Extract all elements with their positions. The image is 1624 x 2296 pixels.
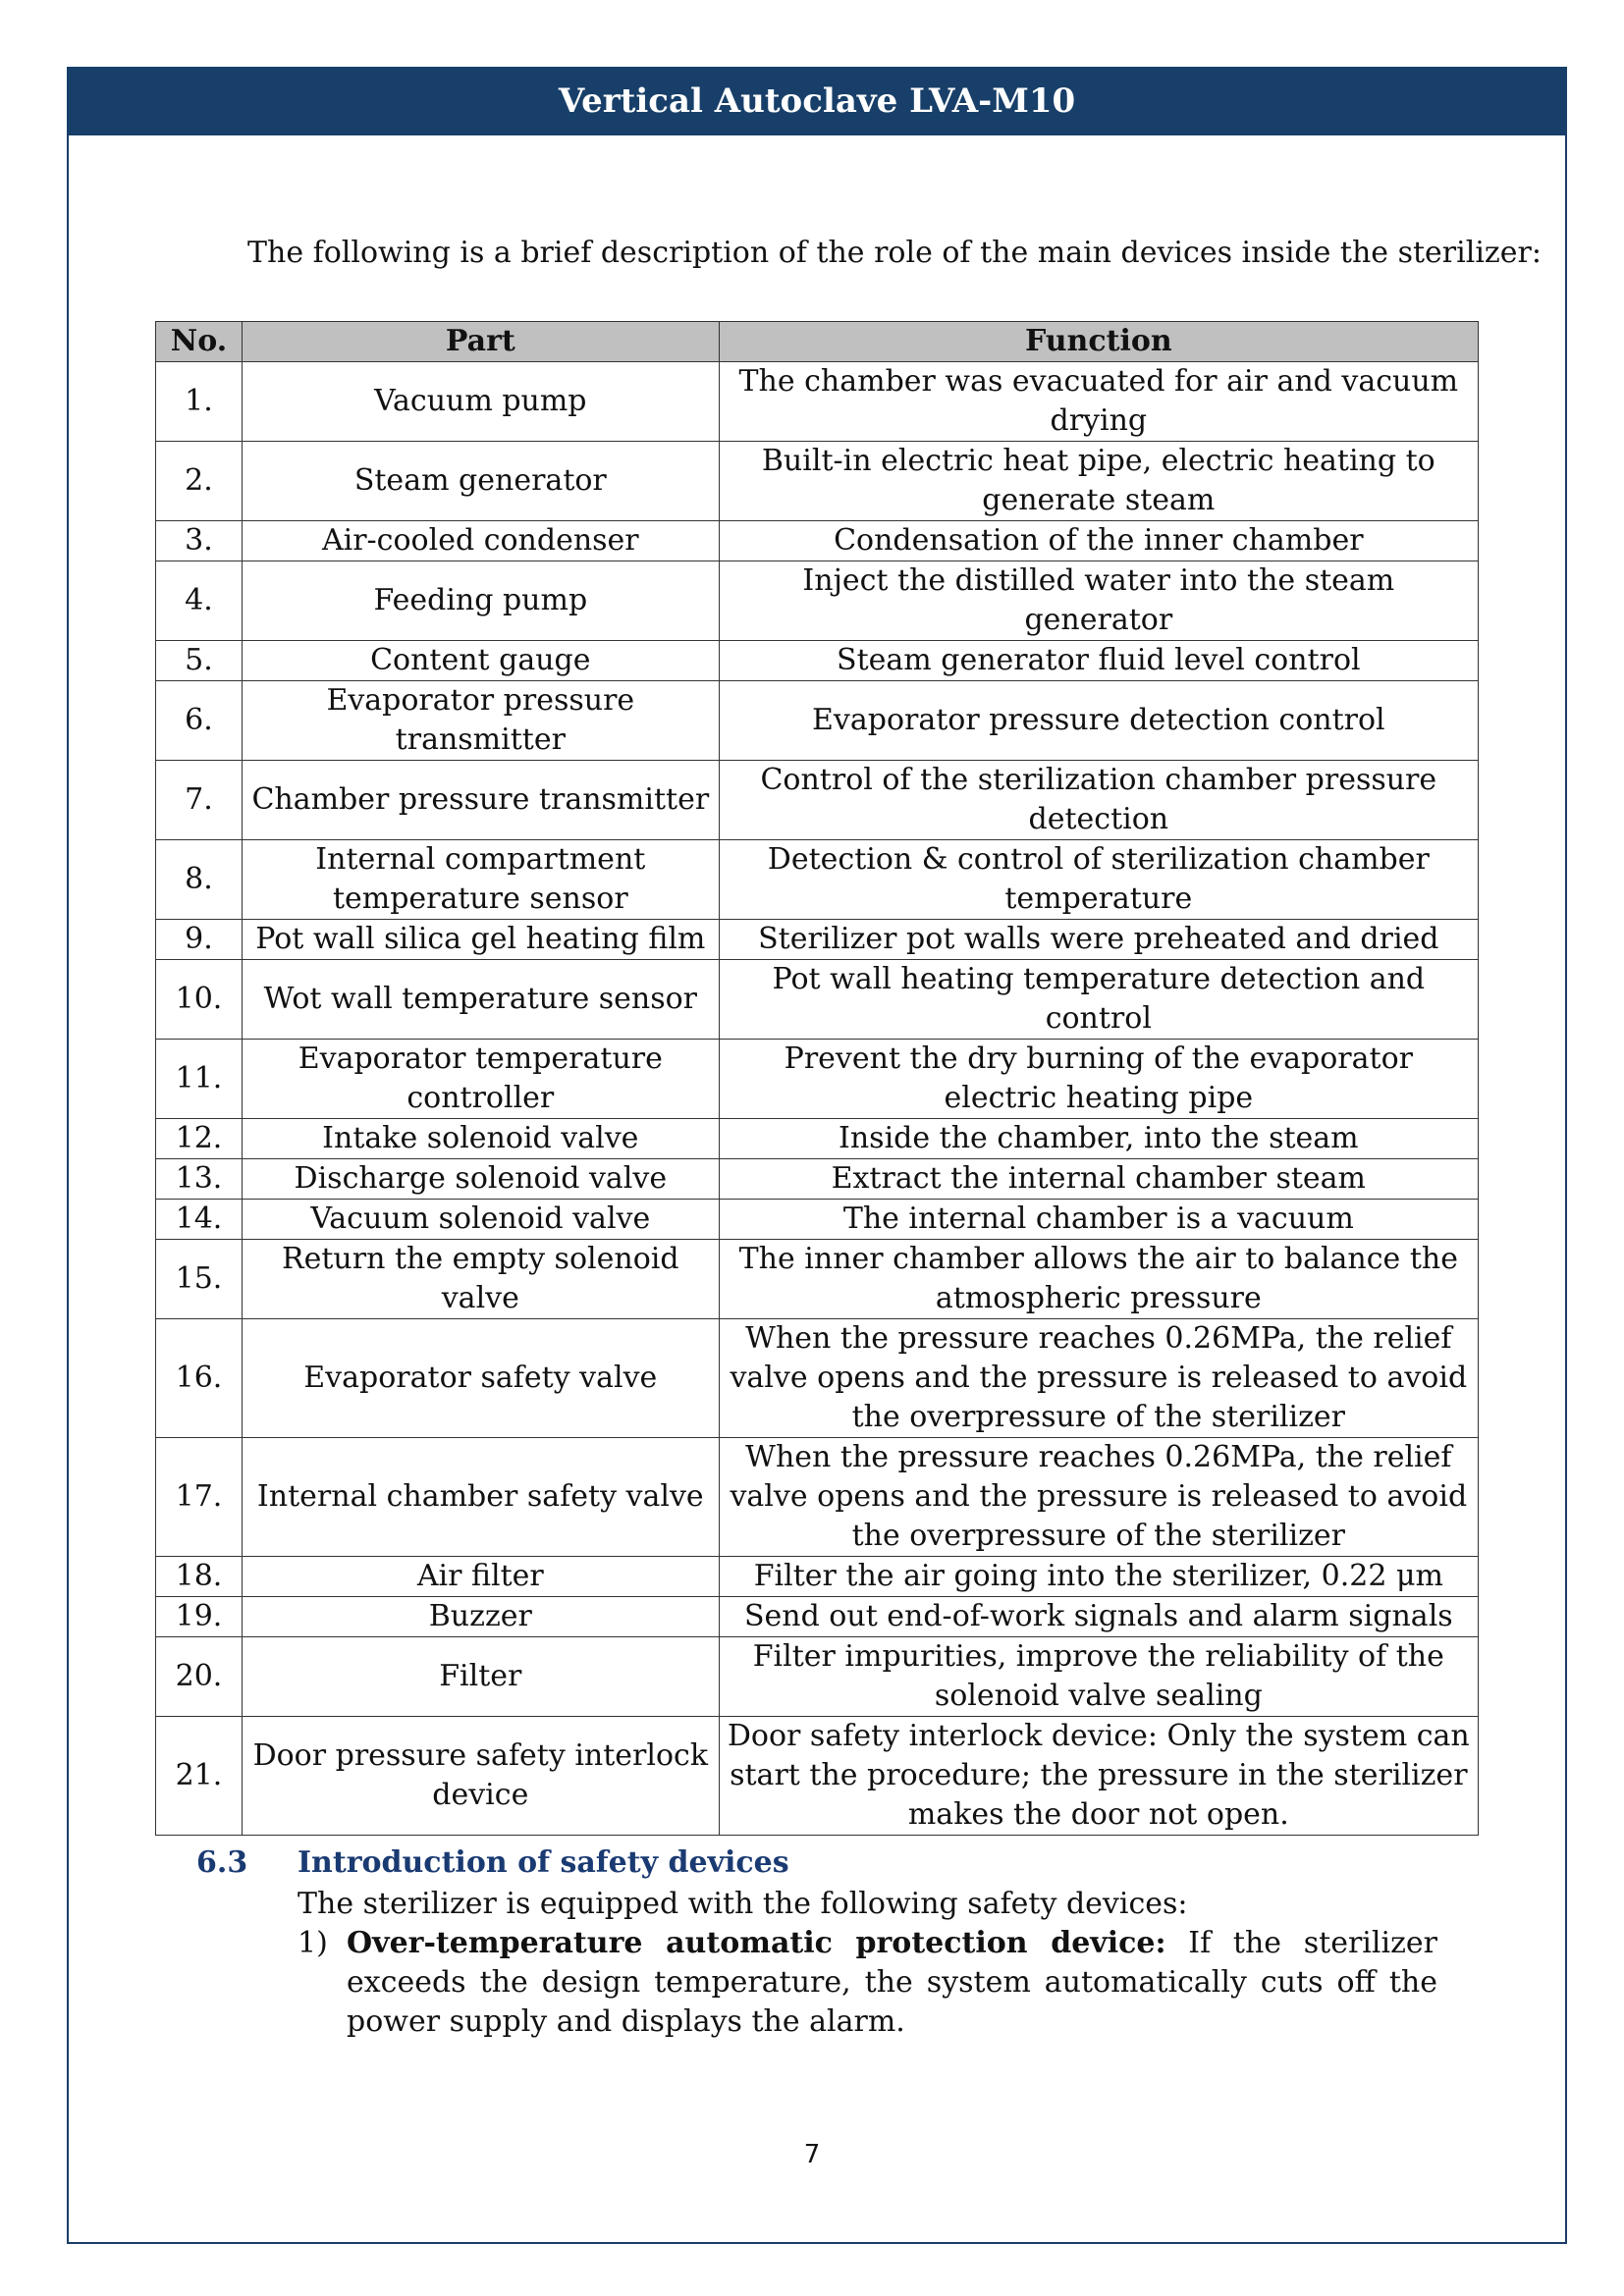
table-row <box>156 1637 1479 1717</box>
table-row <box>156 641 1479 681</box>
column-header-no: No. <box>156 322 243 362</box>
cell-function: Evaporator pressure detection control <box>719 681 1478 761</box>
cell-function: Pot wall heating temperature detection and control <box>719 960 1478 1040</box>
cell-part: Internal chamber safety valve <box>242 1438 719 1557</box>
cell-part: Discharge solenoid valve <box>242 1159 719 1200</box>
cell-function: Detection & control of sterilization chamber temperature <box>719 840 1478 920</box>
cell-function: Built-in electric heat pipe, electric heating to generate steam <box>719 442 1478 521</box>
list-item-number: 1) <box>298 1926 328 1960</box>
table-row <box>156 362 1479 442</box>
cell-no: 20. <box>156 1637 243 1717</box>
table-row <box>156 1159 1479 1200</box>
cell-part: Vacuum pump <box>242 362 719 442</box>
cell-no: 6. <box>156 681 243 761</box>
table-row <box>156 960 1479 1040</box>
cell-part: Filter <box>242 1637 719 1717</box>
table-row <box>156 1717 1479 1836</box>
cell-no: 9. <box>156 920 243 960</box>
list-item-text <box>347 1924 1437 2042</box>
section-number: 6.3 <box>196 1845 248 1880</box>
table-row <box>156 681 1479 761</box>
cell-function: When the pressure reaches 0.26MPa, the relief valve opens and the pressure is released to avoid the overpressure of the sterilizer <box>719 1319 1478 1438</box>
cell-function: Inject the distilled water into the steam generator <box>719 561 1478 641</box>
cell-function: The inner chamber allows the air to balance the atmospheric pressure <box>719 1240 1478 1319</box>
cell-part: Air filter <box>242 1557 719 1597</box>
cell-no: 19. <box>156 1597 243 1637</box>
cell-function: Send out end-of-work signals and alarm signals <box>719 1597 1478 1637</box>
cell-function: When the pressure reaches 0.26MPa, the relief valve opens and the pressure is released to avoid the overpressure of the sterilizer <box>719 1438 1478 1557</box>
cell-part: Wot wall temperature sensor <box>242 960 719 1040</box>
cell-function: Filter the air going into the sterilizer, 0.22 μm <box>719 1557 1478 1597</box>
cell-function: Prevent the dry burning of the evaporator electric heating pipe <box>719 1040 1478 1119</box>
document-title: Vertical Autoclave LVA-M10 <box>558 81 1076 121</box>
table-row <box>156 1319 1479 1438</box>
section-heading <box>196 1845 1437 1885</box>
cell-no: 2. <box>156 442 243 521</box>
column-header-function: Function <box>719 322 1478 362</box>
cell-no: 11. <box>156 1040 243 1119</box>
list-item-description: If the sterilizer exceeds the design temperature, the system automatically cuts off the power supply and displays the alarm. <box>347 1926 1437 2039</box>
cell-part: Buzzer <box>242 1597 719 1637</box>
table-row <box>156 1557 1479 1597</box>
cell-no: 5. <box>156 641 243 681</box>
cell-function: Condensation of the inner chamber <box>719 521 1478 561</box>
cell-no: 4. <box>156 561 243 641</box>
cell-function: Extract the internal chamber steam <box>719 1159 1478 1200</box>
cell-part: Feeding pump <box>242 561 719 641</box>
table-row <box>156 1597 1479 1637</box>
list-item <box>298 1924 1437 2042</box>
section-title: Introduction of safety devices <box>298 1845 789 1880</box>
cell-part: Door pressure safety interlock device <box>242 1717 719 1836</box>
cell-part: Intake solenoid valve <box>242 1119 719 1159</box>
cell-part: Air-cooled condenser <box>242 521 719 561</box>
cell-function: Sterilizer pot walls were preheated and dried <box>719 920 1478 960</box>
cell-function: Door safety interlock device: Only the system can start the procedure; the pressure in the sterilizer makes the door not open. <box>719 1717 1478 1836</box>
cell-no: 15. <box>156 1240 243 1319</box>
table-row <box>156 920 1479 960</box>
cell-no: 16. <box>156 1319 243 1438</box>
cell-function: Steam generator fluid level control <box>719 641 1478 681</box>
cell-no: 1. <box>156 362 243 442</box>
cell-no: 13. <box>156 1159 243 1200</box>
cell-part: Content gauge <box>242 641 719 681</box>
table-row <box>156 1200 1479 1240</box>
table-row <box>156 840 1479 920</box>
table-header-row <box>156 322 1479 362</box>
list-item-term: Over-temperature automatic protection device: <box>347 1926 1166 1960</box>
cell-no: 7. <box>156 761 243 840</box>
cell-function: The chamber was evacuated for air and vacuum drying <box>719 362 1478 442</box>
cell-no: 12. <box>156 1119 243 1159</box>
cell-part: Evaporator temperature controller <box>242 1040 719 1119</box>
cell-part: Vacuum solenoid valve <box>242 1200 719 1240</box>
cell-part: Evaporator pressure transmitter <box>242 681 719 761</box>
table-body <box>156 362 1479 1836</box>
cell-function: Control of the sterilization chamber pressure detection <box>719 761 1478 840</box>
cell-part: Pot wall silica gel heating film <box>242 920 719 960</box>
cell-no: 10. <box>156 960 243 1040</box>
table-row <box>156 1119 1479 1159</box>
cell-no: 18. <box>156 1557 243 1597</box>
cell-part: Evaporator safety valve <box>242 1319 719 1438</box>
table-row <box>156 1040 1479 1119</box>
intro-paragraph: The following is a brief description of the role of the main devices inside the sterilizer: <box>247 236 1542 270</box>
cell-function: Inside the chamber, into the steam <box>719 1119 1478 1159</box>
parts-table <box>155 321 1479 1836</box>
table-row <box>156 442 1479 521</box>
cell-no: 3. <box>156 521 243 561</box>
safety-devices-section <box>196 1845 1437 2042</box>
cell-part: Internal compartment temperature sensor <box>242 840 719 920</box>
column-header-part: Part <box>242 322 719 362</box>
document-header <box>67 67 1567 135</box>
cell-function: Filter impurities, improve the reliability of the solenoid valve sealing <box>719 1637 1478 1717</box>
cell-no: 21. <box>156 1717 243 1836</box>
table-row <box>156 561 1479 641</box>
table-row <box>156 521 1479 561</box>
cell-part: Return the empty solenoid valve <box>242 1240 719 1319</box>
cell-no: 8. <box>156 840 243 920</box>
page-number: 7 <box>803 2140 821 2169</box>
cell-function: The internal chamber is a vacuum <box>719 1200 1478 1240</box>
cell-part: Chamber pressure transmitter <box>242 761 719 840</box>
cell-no: 14. <box>156 1200 243 1240</box>
table-row <box>156 761 1479 840</box>
table-row <box>156 1438 1479 1557</box>
table-row <box>156 1240 1479 1319</box>
section-lead: The sterilizer is equipped with the following safety devices: <box>298 1887 1188 1921</box>
cell-no: 17. <box>156 1438 243 1557</box>
cell-part: Steam generator <box>242 442 719 521</box>
